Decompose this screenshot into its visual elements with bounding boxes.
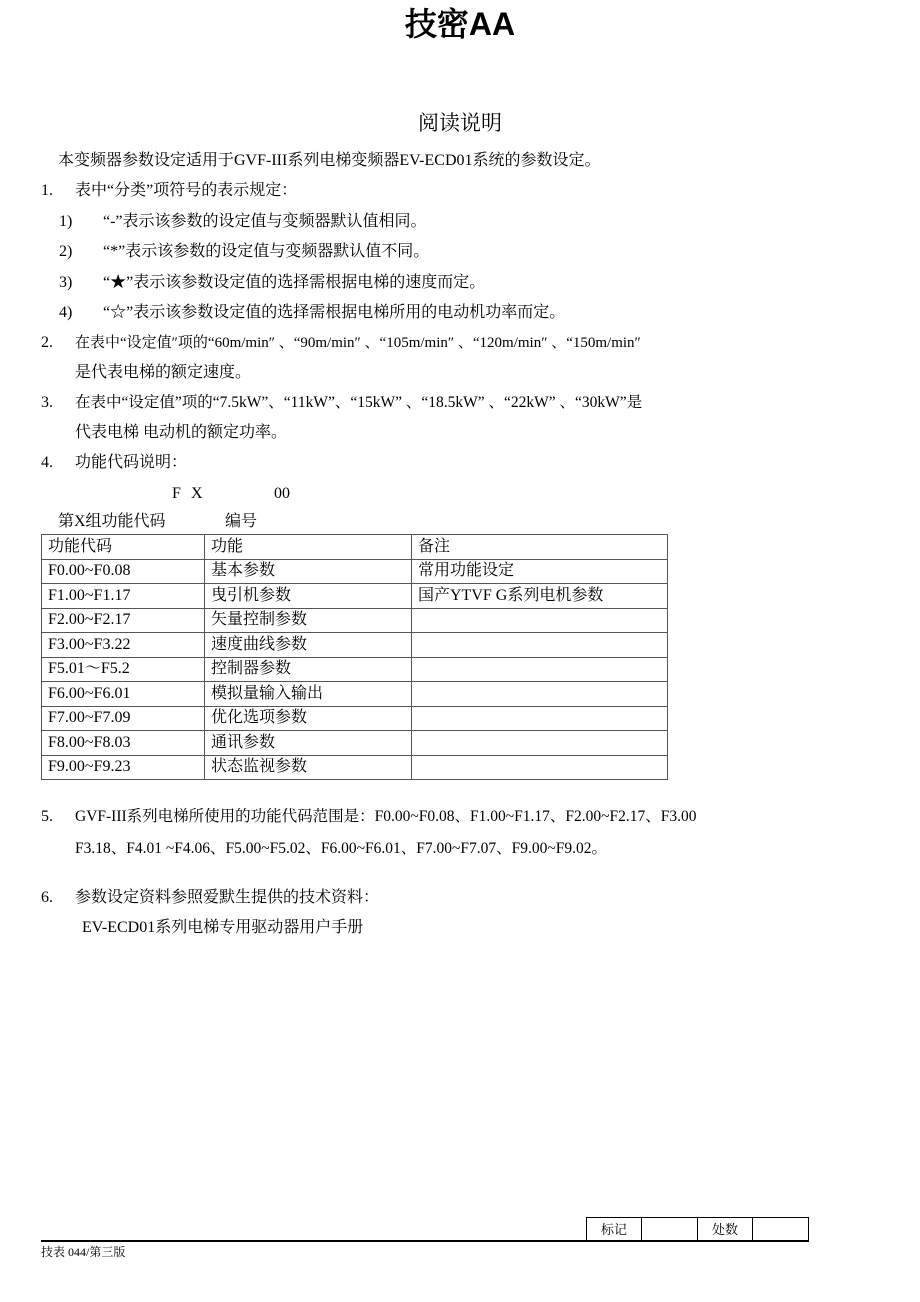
table-cell-code: F3.00~F3.22 (42, 633, 205, 658)
table-cell-code: F0.00~F0.08 (42, 559, 205, 584)
table-cell-remark: 国产YTVF G系列电机参数 (412, 584, 668, 609)
code-legend-number: 编号 (225, 513, 258, 530)
table-cell-remark (412, 633, 668, 658)
document-title: 技密AA (404, 6, 516, 42)
table-cell-function: 矢量控制参数 (205, 608, 412, 633)
intro-paragraph: 本变频器参数设定适用于GVF-III系列电梯变频器EV-ECD01系统的参数设定。 (58, 152, 601, 169)
item-3-line-1: 在表中“设定值”项的“7.5kW”、“11kW”、“15kW” 、“18.5kW” 、“22kW” 、“30kW”是 (75, 394, 643, 411)
sub-item-text: “*”表示该参数的设定值与变频器默认值不同。 (103, 243, 430, 260)
item-5-number: 5. (41, 808, 53, 825)
table-header-cell: 功能代码 (42, 535, 205, 560)
table-cell-remark: 常用功能设定 (412, 559, 668, 584)
count-label-cell: 处数 (697, 1217, 753, 1240)
table-header-row (42, 535, 668, 560)
table-cell-code: F1.00~F1.17 (42, 584, 205, 609)
item-6-number: 6. (41, 889, 53, 906)
item-4-text: 功能代码说明： (75, 454, 188, 471)
table-cell-function: 控制器参数 (205, 657, 412, 682)
table-cell-remark (412, 731, 668, 756)
sub-item-text: “-”表示该参数的设定值与变频器默认值相同。 (103, 213, 427, 230)
table-row (42, 633, 668, 658)
item-2-line-2: 是代表电梯的额定速度。 (75, 364, 252, 381)
table-header-cell: 功能 (205, 535, 412, 560)
table-cell-remark (412, 682, 668, 707)
item-2-line-1: 在表中“设定值″项的“60m/min″ 、“90m/min″ 、“105m/min″ 、“120m/min″ 、“150m/min″ (75, 335, 641, 351)
item-1-text: 表中“分类”项符号的表示规定： (75, 182, 298, 199)
sub-item-number: 4) (59, 304, 73, 321)
sub-item-number: 2) (59, 243, 73, 260)
table-row (42, 682, 668, 707)
table-cell-function: 曳引机参数 (205, 584, 412, 609)
item-5-line-2: F3.18、F4.01 ~F4.06、F5.00~F5.02、F6.00~F6.01、F7.00~F7.07、F9.00~F9.02。 (75, 840, 608, 857)
code-letter-f: F (172, 485, 181, 502)
mark-value-cell (641, 1217, 698, 1240)
sub-item-number: 1) (59, 213, 73, 230)
table-cell-function: 速度曲线参数 (205, 633, 412, 658)
footer-divider (41, 1240, 809, 1242)
item-6-line-2: EV-ECD01系列电梯专用驱动器用户手册 (82, 919, 364, 936)
item-6-line-1: 参数设定资料参照爱默生提供的技术资料： (75, 889, 380, 906)
function-code-table (41, 534, 668, 780)
table-cell-code: F8.00~F8.03 (42, 731, 205, 756)
table-cell-function: 优化选项参数 (205, 706, 412, 731)
table-row (42, 608, 668, 633)
code-legend-group: 第X组功能代码 (58, 513, 166, 530)
sub-item-number: 3) (59, 274, 73, 291)
table-cell-code: F2.00~F2.17 (42, 608, 205, 633)
table-cell-function: 状态监视参数 (205, 755, 412, 780)
table-row (42, 559, 668, 584)
table-row (42, 731, 668, 756)
table-cell-remark (412, 706, 668, 731)
form-number: 技表 044/第三版 (41, 1245, 126, 1259)
table-cell-code: F5.01～F5.2 (42, 657, 205, 682)
item-5-line-1: GVF-III系列电梯所使用的功能代码范围是：F0.00~F0.08、F1.00~F1.17、F2.00~F2.17、F3.00 (75, 808, 697, 825)
item-3-number: 3. (41, 394, 53, 411)
item-4-number: 4. (41, 454, 53, 471)
table-cell-function: 通讯参数 (205, 731, 412, 756)
table-cell-remark (412, 608, 668, 633)
table-cell-remark (412, 657, 668, 682)
item-2-number: 2. (41, 334, 53, 351)
section-heading: 阅读说明 (418, 111, 502, 135)
table-row (42, 755, 668, 780)
table-cell-code: F9.00~F9.23 (42, 755, 205, 780)
item-1-number: 1. (41, 182, 53, 199)
table-cell-code: F7.00~F7.09 (42, 706, 205, 731)
table-row (42, 706, 668, 731)
table-cell-function: 模拟量输入输出 (205, 682, 412, 707)
table-row (42, 657, 668, 682)
sub-item-text: “★”表示该参数设定值的选择需根据电梯的速度而定。 (103, 274, 486, 291)
sub-item-text: “☆”表示该参数设定值的选择需根据电梯所用的电动机功率而定。 (103, 304, 566, 321)
table-header-cell: 备注 (412, 535, 668, 560)
table-cell-code: F6.00~F6.01 (42, 682, 205, 707)
table-cell-function: 基本参数 (205, 559, 412, 584)
code-number-00: 00 (274, 485, 290, 502)
code-letter-x: X (191, 485, 203, 502)
table-row (42, 584, 668, 609)
count-value-cell (752, 1217, 809, 1240)
mark-label-cell: 标记 (586, 1217, 642, 1240)
table-cell-remark (412, 755, 668, 780)
item-3-line-2: 代表电梯 电动机的额定功率。 (75, 424, 288, 441)
